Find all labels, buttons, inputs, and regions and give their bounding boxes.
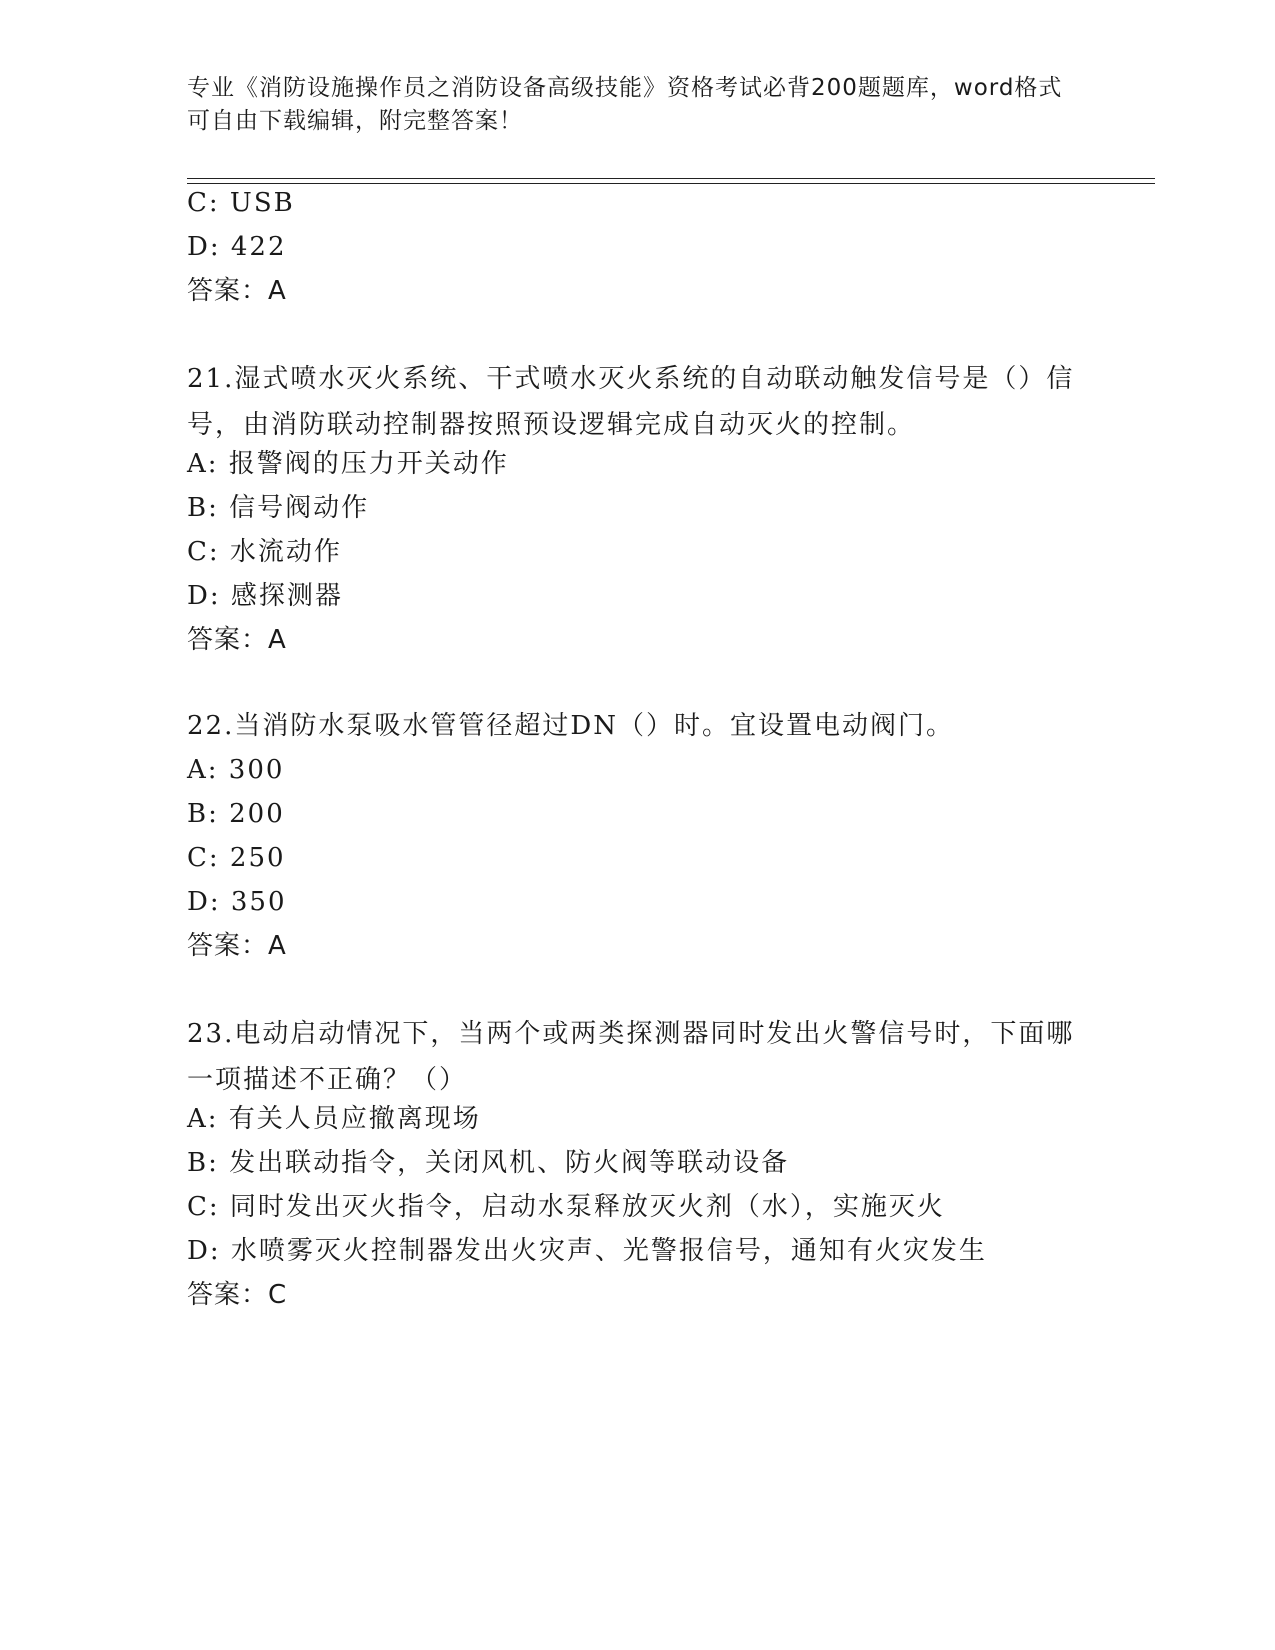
question-22-answer: 答案：A — [187, 931, 287, 961]
header-divider-bottom — [187, 183, 1155, 184]
option-c: C: USB — [187, 188, 295, 218]
question-22-option-c: C: 250 — [187, 843, 286, 873]
question-21-stem: 21.湿式喷水灭火系统、干式喷水灭火系统的自动联动触发信号是（）信号，由消防联动控制器按照预设逻辑完成自动灭火的控制。 — [187, 364, 1075, 440]
question-22-option-a: A: 300 — [187, 755, 285, 785]
question-21-option-c: C: 水流动作 — [187, 537, 342, 567]
option-d: D: 422 — [187, 232, 287, 262]
question-22-option-d: D: 350 — [187, 887, 287, 917]
question-22-stem: 22.当消防水泵吸水管管径超过DN（）时。宜设置电动阀门。 — [187, 711, 954, 741]
question-21-option-d: D: 感探测器 — [187, 581, 343, 611]
question-23-option-c: C: 同时发出灭火指令，启动水泵释放灭火剂（水），实施灭火 — [187, 1192, 945, 1222]
question-21-option-a: A: 报警阀的压力开关动作 — [187, 449, 509, 479]
question-21-answer: 答案：A — [187, 625, 287, 655]
question-21-option-b: B: 信号阀动作 — [187, 493, 370, 523]
question-23-answer: 答案：C — [187, 1280, 288, 1310]
question-23-stem: 23.电动启动情况下，当两个或两类探测器同时发出火警信号时，下面哪一项描述不正确？（） — [187, 1019, 1075, 1095]
question-23-option-a: A: 有关人员应撤离现场 — [187, 1104, 481, 1134]
question-23-option-b: B: 发出联动指令，关闭风机、防火阀等联动设备 — [187, 1148, 790, 1178]
header-divider-top — [187, 178, 1155, 179]
question-23-option-d: D: 水喷雾灭火控制器发出火灾声、光警报信号，通知有火灾发生 — [187, 1236, 987, 1266]
answer-line: 答案：A — [187, 276, 287, 306]
document-header: 专业《消防设施操作员之消防设备高级技能》资格考试必背200题题库，word格式可自由下载编辑，附完整答案！ — [187, 75, 1063, 134]
question-22-option-b: B: 200 — [187, 799, 285, 829]
